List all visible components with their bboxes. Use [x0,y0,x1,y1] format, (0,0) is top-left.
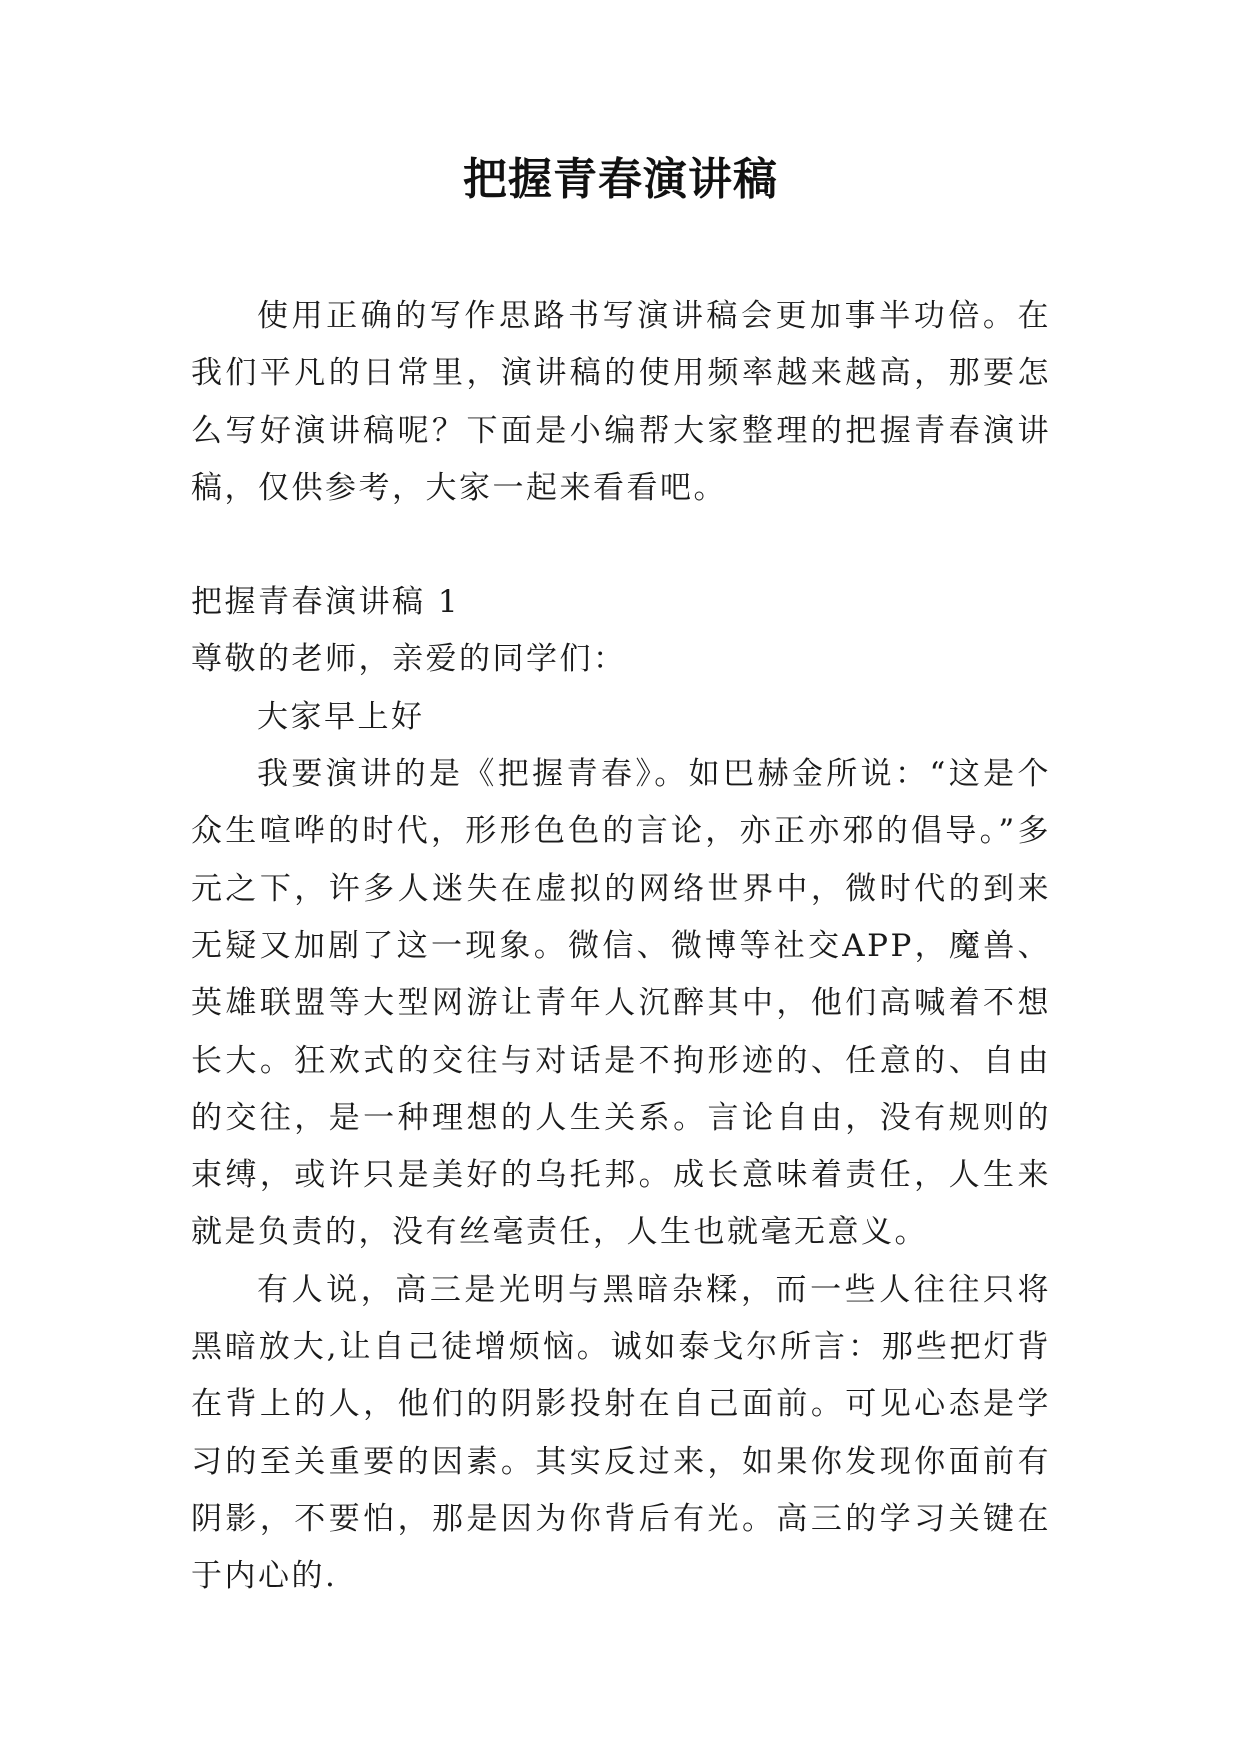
body-paragraph-2: 有人说，高三是光明与黑暗杂糅，而一些人往往只将黑暗放大,让自己徒增烦恼。诚如泰戈尔所言：那些把灯背在背上的人，他们的阴影投射在自己面前。可见心态是学习的至关重要的因素。其实反过来，如果你发现你面前有阴影，不要怕，那是因为你背后有光。高三的学习关键在于内心的. [191,1271,1051,1595]
paragraph-spacer [191,517,1051,574]
body-paragraph-1: 我要演讲的是《把握青春》。如巴赫金所说：“这是个众生喧哗的时代，形形色色的言论，亦正亦邪的倡导。”多元之下，许多人迷失在虚拟的网络世界中，微时代的到来无疑又加剧了这一现象。微信、微博等社交APP，魔兽、英雄联盟等大型网游让青年人沉醉其中，他们高喊着不想长大。狂欢式的交往与对话是不拘形迹的、任意的、自由的交往，是一种理想的人生关系。言论自由，没有规则的束缚，或许只是美好的乌托邦。成长意味着责任，人生来就是负责的，没有丝毫责任，人生也就毫无意义。 [191,756,1051,1251]
intro-paragraph: 使用正确的写作思路书写演讲稿会更加事半功倍。在我们平凡的日常里，演讲稿的使用频率越来越高，那要怎么写好演讲稿呢？下面是小编帮大家整理的把握青春演讲稿，仅供参考，大家一起来看看吧。 [191,298,1051,506]
document-body [191,288,1051,1606]
section-heading: 把握青春演讲稿 1 [191,584,461,621]
document-title: 把握青春演讲稿 [463,154,778,205]
salutation: 尊敬的老师，亲爱的同学们： [191,641,627,678]
greeting: 大家早上好 [257,698,425,735]
